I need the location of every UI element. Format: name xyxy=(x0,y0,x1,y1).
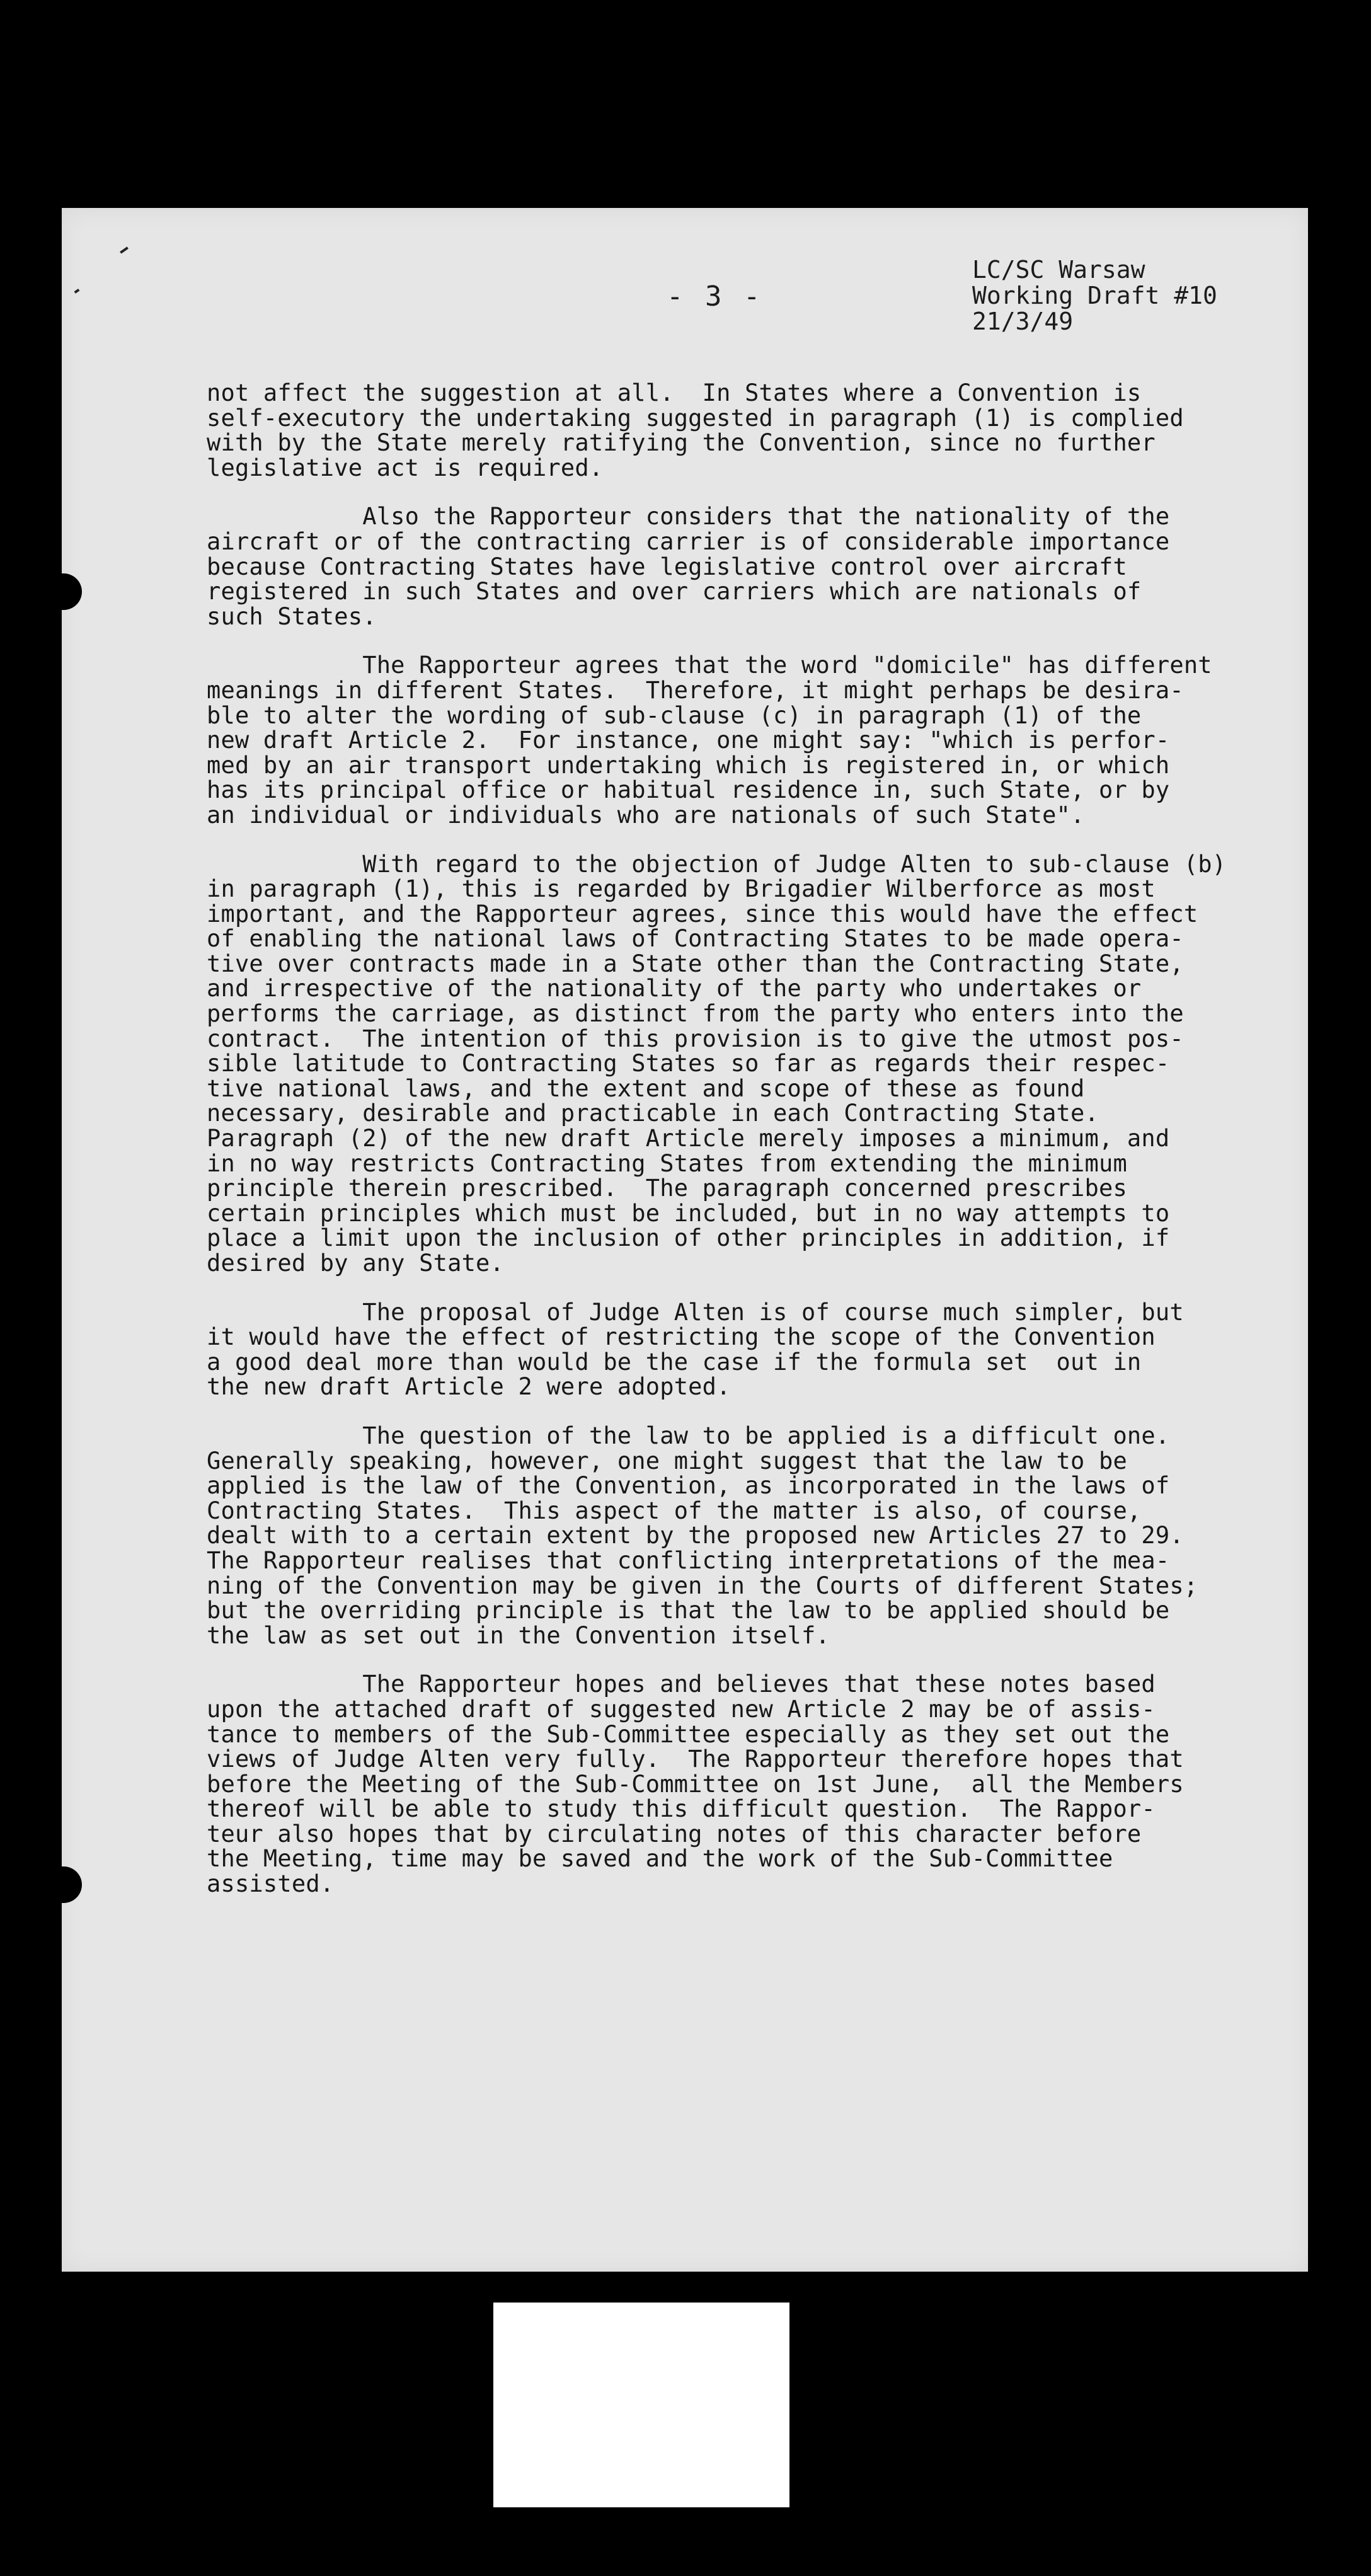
text-line: and irrespective of the nationality of the party who undertakes or xyxy=(207,975,1142,1003)
text-line: Also the Rapporteur considers that the nationality of the xyxy=(207,503,1170,531)
text-line: With regard to the objection of Judge Alten to sub-clause (b) xyxy=(207,850,1227,878)
text-line: a good deal more than would be the case if the formula set out in xyxy=(207,1348,1142,1376)
paragraph xyxy=(207,381,1278,480)
text-line: registered in such States and over carriers which are nationals of xyxy=(207,578,1142,606)
text-line: aircraft or of the contracting carrier is of considerable importance xyxy=(207,527,1170,555)
paragraph xyxy=(207,1672,1278,1896)
text-line: performs the carriage, as distinct from the party who enters into the xyxy=(207,1000,1184,1028)
page-number: - 3 - xyxy=(667,280,763,313)
text-line: in paragraph (1), this is regarded by Brigadier Wilberforce as most xyxy=(207,875,1156,903)
text-line: applied is the law of the Convention, as incorporated in the laws of xyxy=(207,1472,1170,1500)
text-line: tive national laws, and the extent and scope of these as found xyxy=(207,1074,1085,1102)
text-line: med by an air transport undertaking which is registered in, or which xyxy=(207,751,1170,779)
paragraph xyxy=(207,1300,1278,1400)
text-line: before the Meeting of the Sub-Committee on 1st June, all the Members xyxy=(207,1770,1184,1798)
text-line: ble to alter the wording of sub-clause (c) in paragraph (1) of the xyxy=(207,701,1142,729)
text-line: teur also hopes that by circulating notes of this character before xyxy=(207,1820,1142,1848)
text-line: The Rapporteur agrees that the word "domicile" has different xyxy=(207,652,1212,679)
text-line: The proposal of Judge Alten is of course much simpler, but xyxy=(207,1298,1184,1326)
punch-hole xyxy=(60,1866,82,1903)
text-line: contract. The intention of this provision is to give the utmost pos- xyxy=(207,1025,1184,1052)
text-line: has its principal office or habitual residence in, such State, or by xyxy=(207,776,1170,804)
text-line: the Meeting, time may be saved and the work of the Sub-Committee xyxy=(207,1845,1113,1873)
text-line: of enabling the national laws of Contracting States to be made opera- xyxy=(207,925,1184,953)
text-line: important, and the Rapporteur agrees, since this would have the effect xyxy=(207,900,1198,928)
text-line: ning of the Convention may be given in the Courts of different States; xyxy=(207,1572,1198,1599)
text-line: tance to members of the Sub-Committee especially as they set out the xyxy=(207,1720,1170,1748)
text-line: not affect the suggestion at all. In States where a Convention is xyxy=(207,379,1142,406)
reference-line: 21/3/49 xyxy=(972,308,1074,335)
text-line: desired by any State. xyxy=(207,1250,504,1277)
text-line: The Rapporteur realises that conflicting interpretations of the mea- xyxy=(207,1546,1170,1574)
text-line: thereof will be able to study this difficult question. The Rappor- xyxy=(207,1795,1156,1823)
pencil-mark xyxy=(74,289,80,294)
text-line: legislative act is required. xyxy=(207,454,604,481)
body-text xyxy=(207,381,1278,1921)
text-line: new draft Article 2. For instance, one might say: "which is perfor- xyxy=(207,727,1170,754)
text-line: tive over contracts made in a State other than the Contracting State, xyxy=(207,950,1184,977)
text-line: meanings in different States. Therefore, it might perhaps be desira- xyxy=(207,676,1184,704)
text-line: Contracting States. This aspect of the matter is also, of course, xyxy=(207,1497,1142,1524)
text-line: The Rapporteur hopes and believes that these notes based xyxy=(207,1670,1156,1698)
text-line: upon the attached draft of suggested new Article 2 may be of assis- xyxy=(207,1695,1156,1723)
paragraph xyxy=(207,653,1278,827)
text-line: necessary, desirable and practicable in each Contracting State. xyxy=(207,1100,1099,1127)
pencil-mark xyxy=(120,246,129,253)
text-line: The question of the law to be applied is a difficult one. xyxy=(207,1422,1170,1449)
document-page xyxy=(62,208,1308,2272)
reference-line: Working Draft #10 xyxy=(972,282,1217,309)
text-line: Generally speaking, however, one might suggest that the law to be xyxy=(207,1447,1127,1475)
blank-label xyxy=(493,2303,789,2507)
text-line: certain principles which must be included, but in no way attempts to xyxy=(207,1199,1170,1227)
text-line: because Contracting States have legislative control over aircraft xyxy=(207,553,1127,580)
text-line: principle therein prescribed. The paragraph concerned prescribes xyxy=(207,1175,1127,1202)
paragraph xyxy=(207,1423,1278,1648)
text-line: such States. xyxy=(207,602,377,630)
paragraph xyxy=(207,852,1278,1276)
paragraph xyxy=(207,504,1278,629)
text-line: Paragraph (2) of the new draft Article merely imposes a minimum, and xyxy=(207,1125,1170,1153)
text-line: sible latitude to Contracting States so far as regards their respec- xyxy=(207,1050,1170,1078)
text-line: self-executory the undertaking suggested in paragraph (1) is complied xyxy=(207,404,1184,432)
text-line: an individual or individuals who are nationals of such State". xyxy=(207,801,1085,829)
text-line: the new draft Article 2 were adopted. xyxy=(207,1373,731,1401)
text-line: with by the State merely ratifying the Convention, since no further xyxy=(207,429,1156,457)
text-line: place a limit upon the inclusion of other principles in addition, if xyxy=(207,1224,1170,1252)
text-line: it would have the effect of restricting the scope of the Convention xyxy=(207,1323,1156,1351)
text-line: views of Judge Alten very fully. The Rapporteur therefore hopes that xyxy=(207,1745,1184,1773)
text-line: assisted. xyxy=(207,1870,335,1898)
text-line: the law as set out in the Convention itself. xyxy=(207,1621,830,1649)
text-line: dealt with to a certain extent by the proposed new Articles 27 to 29. xyxy=(207,1522,1184,1550)
punch-hole xyxy=(60,573,82,610)
reference-block xyxy=(972,257,1217,335)
reference-line: LC/SC Warsaw xyxy=(972,256,1145,284)
text-line: but the overriding principle is that the law to be applied should be xyxy=(207,1597,1170,1624)
text-line: in no way restricts Contracting States from extending the minimum xyxy=(207,1149,1127,1177)
